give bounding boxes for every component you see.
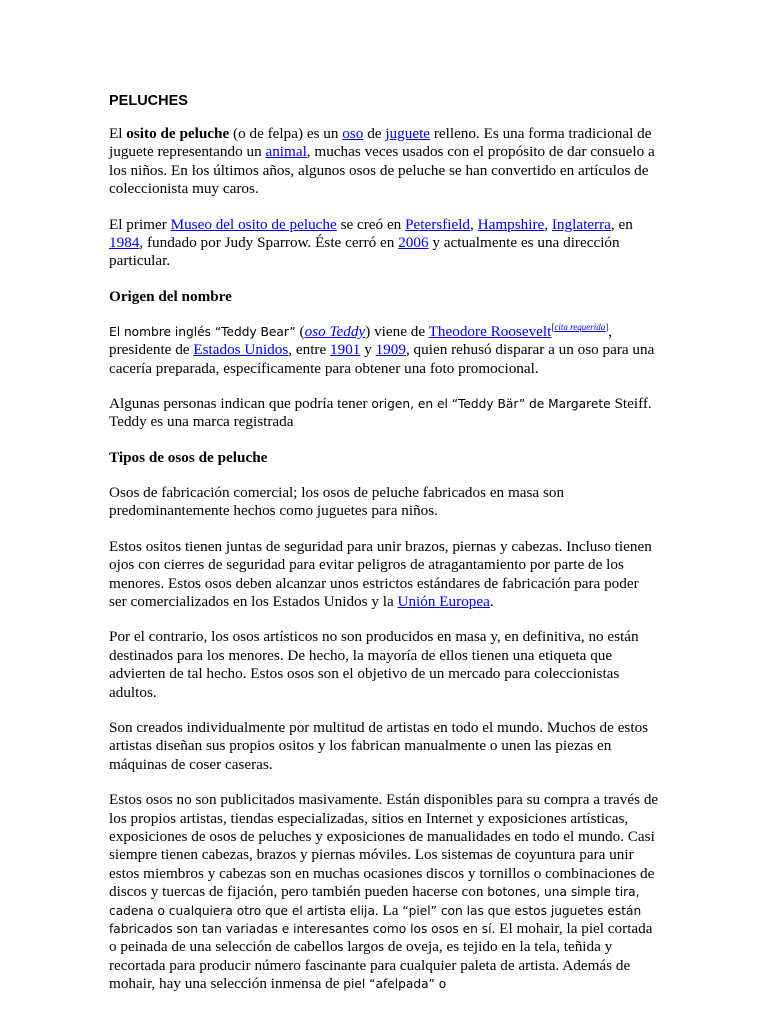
text: ) viene de — [365, 322, 429, 340]
paragraph-steiff — [109, 395, 659, 432]
text: cita requerida — [554, 321, 606, 332]
text: El mohair, la piel cortada o peinada de una selección de cabellos largos de oveja, es tejido en la tela, teñida y recortada para producir número fascinante para cualquier paleta de artista. Además de mohair, hay una selección inmensa de — [109, 920, 653, 993]
text: , muchas veces usados con el propósito de dar consuelo a los niños. En los últimos años, algunos osos de peluche se han convertido en artículos de coleccionista muy caros. — [109, 143, 655, 198]
link-2006[interactable]: 2006 — [398, 234, 429, 252]
link-inglaterra[interactable]: Inglaterra — [551, 215, 611, 233]
text: relleno. Es una forma tradicional de juguete representando un — [109, 125, 652, 161]
text: , entre — [288, 341, 331, 359]
paragraph-comercial: Osos de fabricación comercial; los osos de peluche fabricados en masa son predominantemente hechos como juguetes para niños. — [109, 483, 565, 520]
text: , en — [610, 215, 633, 233]
text: El primer — [109, 215, 171, 233]
page-title: PELUCHES — [109, 93, 188, 109]
link-1901[interactable]: 1901 — [330, 341, 361, 359]
text: de — [363, 125, 386, 142]
link-1984[interactable]: 1984 — [109, 234, 140, 252]
text: Estos ositos tienen juntas de seguridad para unir brazos, piernas y cabezas. Incluso tienen ojos con cierres de seguridad para evitar peligros de atragantamiento por parte de los menores. Estos osos deben alcanzar unos estrictos estándares de fabricación para poder ser comercializados en los Estados Unidos y la — [109, 537, 652, 610]
document-page — [109, 92, 659, 1011]
text: y — [360, 341, 376, 359]
text: El — [109, 125, 127, 142]
text: ] — [605, 321, 609, 332]
text: origen, en el “Teddy Bär” de Margarete — [371, 397, 611, 412]
text: , — [470, 215, 478, 233]
text: , presidente de — [109, 322, 613, 359]
citation-needed — [551, 322, 608, 332]
bold-term: osito de peluche — [126, 125, 230, 142]
text: piel “afelpada” o — [343, 977, 447, 992]
paragraph-publicidad — [109, 791, 659, 993]
heading-tipos: Tipos de osos de peluche — [109, 448, 268, 466]
text: oso Teddy — [304, 322, 366, 340]
text: y actualmente es una dirección particular. — [109, 234, 620, 270]
text: El nombre inglés “Teddy Bear” — [109, 324, 296, 339]
link-1909[interactable]: 1909 — [375, 341, 406, 359]
text: (o de felpa) es un — [229, 125, 343, 142]
text: , fundado por Judy Sparrow. Éste cerró en — [139, 234, 399, 252]
heading-origen: Origen del nombre — [109, 287, 232, 305]
text: Algunas personas indican que podría tener — [109, 395, 372, 413]
text: [ — [551, 321, 555, 332]
link-union-europea[interactable]: Unión Europea — [397, 592, 490, 610]
link-juguete[interactable]: juguete — [385, 125, 431, 142]
link-animal[interactable]: animal — [265, 143, 307, 161]
paragraph-museo — [109, 216, 659, 271]
link-roosevelt[interactable]: Theodore Roosevelt — [428, 322, 552, 340]
link-estados-unidos[interactable]: Estados Unidos — [193, 341, 289, 359]
text: botones, una simple tira, cadena o cualquiera otro que el artista elija — [109, 885, 640, 918]
link-oso-teddy[interactable] — [305, 323, 366, 340]
link-petersfield[interactable]: Petersfield — [405, 215, 471, 233]
paragraph-origen — [109, 323, 659, 378]
link-oso[interactable]: oso — [342, 125, 364, 142]
text: ( — [295, 322, 305, 340]
link-hampshire[interactable]: Hampshire — [477, 215, 545, 233]
paragraph-intro — [109, 125, 659, 199]
text: . La — [374, 901, 403, 919]
link-cita-requerida[interactable] — [554, 322, 605, 332]
paragraph-artistas: Son creados individualmente por multitud de artistas en todo el mundo. Muchos de estos artistas diseñan sus propios ositos y los fabrican manualmente o unen las piezas en máquinas de coser caseras. — [109, 718, 649, 773]
text: Estos osos no son publicitados masivamente. Están disponibles para su compra a través de los propios artistas, tiendas especializadas, sitios en Internet y exposiciones artísticas, exposiciones de osos de peluches y exposiciones de manualidades en todo el mundo. Casi siempre tienen cabezas, brazos y piernas móviles. Los sistemas de coyuntura para unir estos miembros y cabezas son en muchas ocasiones discos y tornillos o combinaciones de discos y tuercas de fijación, pero también pueden hacerse con — [109, 791, 659, 901]
text: . — [489, 592, 494, 610]
text: se creó en — [336, 215, 406, 233]
text: , quien rehusó disparar a un oso para una cacería preparada, específicamente para obtener una foto promocional. — [109, 341, 655, 377]
paragraph-seguridad — [109, 538, 659, 612]
text: Steiff. Teddy es una marca registrada — [109, 395, 652, 431]
link-museo[interactable]: Museo del osito de peluche — [170, 215, 337, 233]
paragraph-artisticos: Por el contrario, los osos artísticos no son producidos en masa y, en definitiva, no están destinados para los menores. De hecho, la mayoría de ellos tienen una etiqueta que advierten de tal hecho. Estos osos son el objetivo de un mercado para coleccionistas adultos. — [109, 628, 639, 701]
text: “piel” con las que estos juguetes están fabricados son tan variadas e interesantes como los osos en sí. — [109, 903, 642, 936]
text: , — [544, 215, 552, 233]
